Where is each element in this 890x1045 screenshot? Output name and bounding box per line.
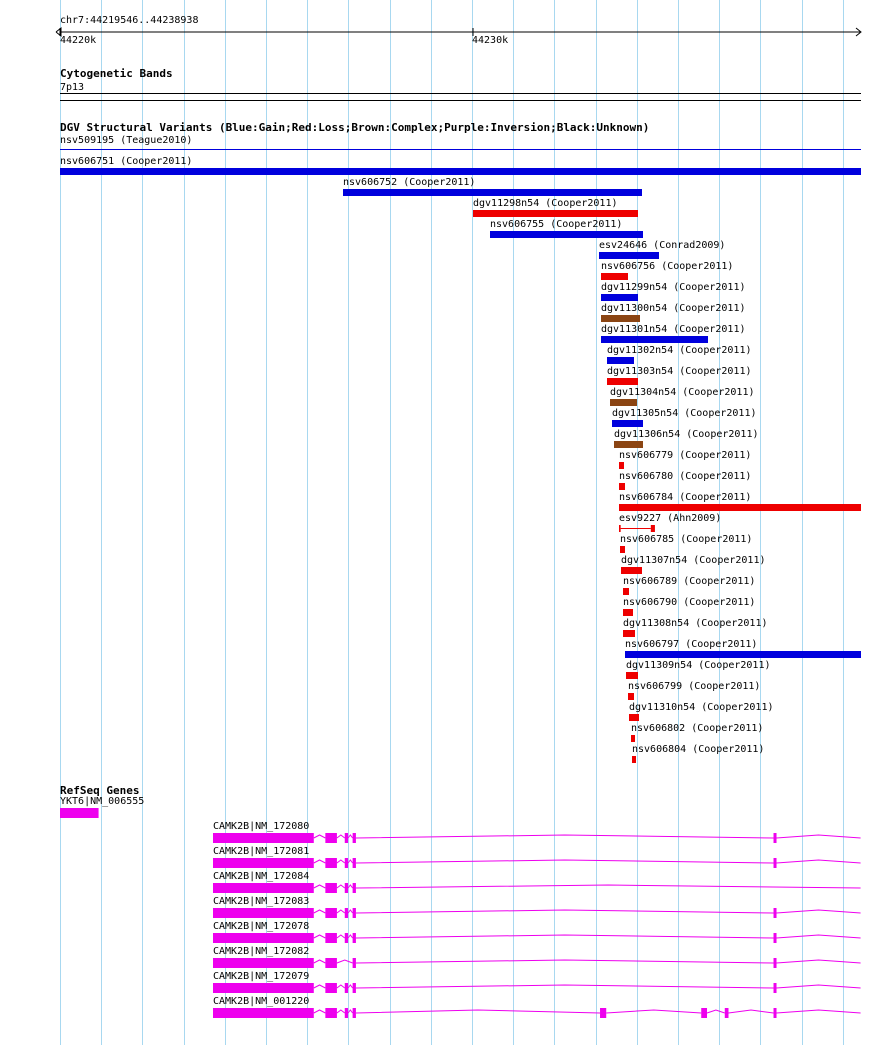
gene-model[interactable] xyxy=(213,932,863,944)
variant-label[interactable]: dgv11309n54 (Cooper2011) xyxy=(626,660,771,671)
variant-label[interactable]: nsv606799 (Cooper2011) xyxy=(628,681,761,692)
variant-label[interactable]: nsv606755 (Cooper2011) xyxy=(490,219,623,230)
refseq-track-title[interactable]: RefSeq Genes xyxy=(60,784,140,797)
variant-label[interactable]: nsv606751 (Cooper2011) xyxy=(60,156,193,167)
variant-label[interactable]: nsv606802 (Cooper2011) xyxy=(631,723,764,734)
variant-label[interactable]: nsv606780 (Cooper2011) xyxy=(619,471,752,482)
variant-label[interactable]: dgv11298n54 (Cooper2011) xyxy=(473,198,618,209)
variant-label[interactable]: nsv606756 (Cooper2011) xyxy=(601,261,734,272)
variant-bar[interactable] xyxy=(623,609,633,616)
variant-bar[interactable] xyxy=(343,189,642,196)
variant-bar[interactable] xyxy=(599,252,659,259)
variant-label[interactable]: dgv11308n54 (Cooper2011) xyxy=(623,618,768,629)
variant-bar[interactable] xyxy=(612,420,643,427)
variant-bar[interactable] xyxy=(614,441,643,448)
gene-label[interactable]: CAMK2B|NM_172083 xyxy=(213,896,310,907)
variant-label[interactable]: nsv606779 (Cooper2011) xyxy=(619,450,752,461)
variant-bar[interactable] xyxy=(623,588,629,595)
gene-label[interactable]: CAMK2B|NM_172079 xyxy=(213,971,310,982)
variant-label[interactable]: esv9227 (Ahn2009) xyxy=(619,513,722,524)
gene-label[interactable]: YKT6|NM_006555 xyxy=(60,796,145,807)
variant-bar[interactable] xyxy=(619,504,861,511)
variant-label[interactable]: nsv606784 (Cooper2011) xyxy=(619,492,752,503)
ruler-tick-label: 44220k xyxy=(60,35,97,46)
variant-bar[interactable] xyxy=(626,672,638,679)
gene-model[interactable] xyxy=(213,1007,863,1019)
variant-label[interactable]: nsv509195 (Teague2010) xyxy=(60,135,193,146)
gene-model[interactable] xyxy=(213,957,863,969)
variant-label[interactable]: esv24646 (Conrad2009) xyxy=(599,240,726,251)
variant-label[interactable]: nsv606790 (Cooper2011) xyxy=(623,597,756,608)
variant-bar[interactable] xyxy=(623,630,635,637)
gene-label[interactable]: CAMK2B|NM_172084 xyxy=(213,871,310,882)
variant-bar[interactable] xyxy=(621,567,642,574)
locus-label: chr7:44219546..44238938 xyxy=(60,15,199,26)
variant-bar[interactable] xyxy=(601,294,638,301)
gene-label[interactable]: CAMK2B|NM_001220 xyxy=(213,996,310,1007)
variant-label[interactable]: dgv11301n54 (Cooper2011) xyxy=(601,324,746,335)
gene-label[interactable]: CAMK2B|NM_172080 xyxy=(213,821,310,832)
variant-label[interactable]: nsv606789 (Cooper2011) xyxy=(623,576,756,587)
variant-bar[interactable] xyxy=(625,651,861,658)
variant-bar[interactable] xyxy=(619,525,657,533)
variant-label[interactable]: dgv11304n54 (Cooper2011) xyxy=(610,387,755,398)
gene-model[interactable] xyxy=(213,907,863,919)
cytoband-label: 7p13 xyxy=(60,82,85,93)
cytoband-top-border xyxy=(60,93,861,94)
variant-bar[interactable] xyxy=(619,483,625,490)
gene-model[interactable] xyxy=(213,832,863,844)
ruler-tick-label: 44230k xyxy=(472,35,509,46)
variant-bar[interactable] xyxy=(490,231,643,238)
variant-bar[interactable] xyxy=(607,357,634,364)
gene-label[interactable]: CAMK2B|NM_172082 xyxy=(213,946,310,957)
cytoband-bottom-border xyxy=(60,100,861,101)
gene-model[interactable] xyxy=(213,857,863,869)
variant-label[interactable]: nsv606752 (Cooper2011) xyxy=(343,177,476,188)
variant-bar[interactable] xyxy=(632,756,636,763)
variant-bar[interactable] xyxy=(619,462,624,469)
ruler-axis xyxy=(55,26,867,38)
variant-bar[interactable] xyxy=(631,735,635,742)
variant-bar[interactable] xyxy=(628,693,634,700)
variant-bar[interactable] xyxy=(601,336,708,343)
variant-label[interactable]: dgv11303n54 (Cooper2011) xyxy=(607,366,752,377)
variant-bar[interactable] xyxy=(620,546,625,553)
cytoband-track-title[interactable]: Cytogenetic Bands xyxy=(60,67,173,80)
variant-bar[interactable] xyxy=(60,149,861,150)
variant-bar[interactable] xyxy=(601,273,628,280)
variant-label[interactable]: dgv11305n54 (Cooper2011) xyxy=(612,408,757,419)
variant-bar[interactable] xyxy=(610,399,637,406)
variant-label[interactable]: nsv606797 (Cooper2011) xyxy=(625,639,758,650)
variant-bar[interactable] xyxy=(601,315,640,322)
variant-label[interactable]: dgv11307n54 (Cooper2011) xyxy=(621,555,766,566)
gene-model[interactable] xyxy=(60,807,101,819)
variant-bar[interactable] xyxy=(629,714,639,721)
variant-bar[interactable] xyxy=(607,378,638,385)
variant-label[interactable]: nsv606804 (Cooper2011) xyxy=(632,744,765,755)
variant-label[interactable]: dgv11306n54 (Cooper2011) xyxy=(614,429,759,440)
variant-bar[interactable] xyxy=(473,210,638,217)
variant-label[interactable]: nsv606785 (Cooper2011) xyxy=(620,534,753,545)
variant-label[interactable]: dgv11302n54 (Cooper2011) xyxy=(607,345,752,356)
dgv-track-title[interactable]: DGV Structural Variants (Blue:Gain;Red:Loss;Brown:Complex;Purple:Inversion;Black:Unknown) xyxy=(60,121,650,134)
gene-label[interactable]: CAMK2B|NM_172081 xyxy=(213,846,310,857)
variant-bar[interactable] xyxy=(60,168,861,175)
variant-label[interactable]: dgv11299n54 (Cooper2011) xyxy=(601,282,746,293)
variant-label[interactable]: dgv11310n54 (Cooper2011) xyxy=(629,702,774,713)
gene-model[interactable] xyxy=(213,882,863,894)
gene-model[interactable] xyxy=(213,982,863,994)
gene-label[interactable]: CAMK2B|NM_172078 xyxy=(213,921,310,932)
variant-label[interactable]: dgv11300n54 (Cooper2011) xyxy=(601,303,746,314)
